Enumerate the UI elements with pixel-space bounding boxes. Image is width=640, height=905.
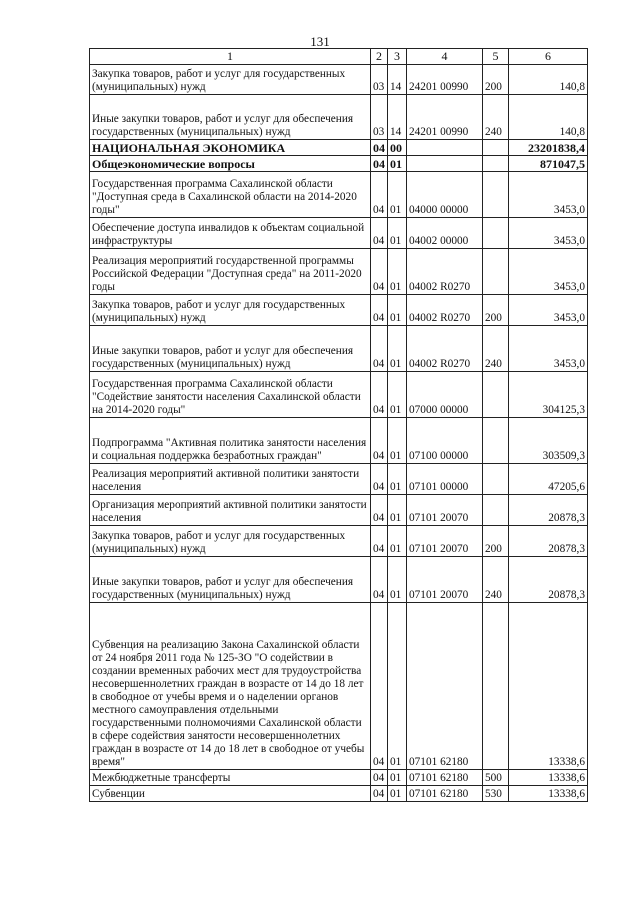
item-name-cell: Иные закупки товаров, работ и услуг для обеспечения государственных (муниципальных) нужд	[90, 95, 371, 140]
target-article-cell: 04002 R0270	[407, 249, 483, 295]
target-article-cell: 07100 00000	[407, 418, 483, 464]
item-name-cell: Государственная программа Сахалинской области "Содействие занятости населения Сахалинской области на 2014-2020 годы"	[90, 372, 371, 418]
table-row	[90, 557, 588, 603]
header-cell: 3	[388, 49, 407, 65]
target-article-cell	[407, 140, 483, 156]
section-code-cell: 04	[371, 786, 388, 802]
expense-type-cell: 200	[483, 295, 509, 326]
subsection-code-cell: 01	[388, 526, 407, 557]
subsection-code-cell: 00	[388, 140, 407, 156]
expense-type-cell	[483, 172, 509, 218]
table-row	[90, 372, 588, 418]
item-name-cell: Субвенция на реализацию Закона Сахалинской области от 24 ноября 2011 года № 125-ЗО "О содействии в создании временных рабочих мест для трудоустройства несовершеннолетних граждан в возрасте от 14 до 18 лет в свободное от учебы время и о наделении органов местного самоуправления отдельными государственными полномочиями Сахалинской области в сфере содействия занятости несовершеннолетних граждан в возрасте от 14 до 18 лет в свободное от учебы время"	[90, 603, 371, 770]
amount-cell: 3453,0	[509, 172, 588, 218]
header-cell: 4	[407, 49, 483, 65]
subsection-code-cell: 01	[388, 172, 407, 218]
subsection-code-cell: 01	[388, 156, 407, 172]
section-code-cell: 04	[371, 464, 388, 495]
subsection-code-cell: 01	[388, 418, 407, 464]
target-article-cell	[407, 156, 483, 172]
expense-type-cell	[483, 495, 509, 526]
amount-cell: 47205,6	[509, 464, 588, 495]
section-code-cell: 03	[371, 65, 388, 95]
section-code-cell: 04	[371, 156, 388, 172]
expense-type-cell: 200	[483, 526, 509, 557]
table-row	[90, 326, 588, 372]
target-article-cell: 07000 00000	[407, 372, 483, 418]
amount-cell: 304125,3	[509, 372, 588, 418]
table-row	[90, 418, 588, 464]
subsection-code-cell: 01	[388, 372, 407, 418]
table-row	[90, 249, 588, 295]
subsection-code-cell: 14	[388, 95, 407, 140]
target-article-cell: 07101 20070	[407, 495, 483, 526]
subsection-code-cell: 01	[388, 786, 407, 802]
item-name-cell: Обеспечение доступа инвалидов к объектам социальной инфраструктуры	[90, 218, 371, 249]
amount-cell: 13338,6	[509, 603, 588, 770]
table-row	[90, 603, 588, 770]
table-row	[90, 770, 588, 786]
table-row	[90, 65, 588, 95]
expense-type-cell: 530	[483, 786, 509, 802]
section-code-cell: 04	[371, 495, 388, 526]
item-name-cell: Государственная программа Сахалинской области "Доступная среда в Сахалинской области на 2014-2020 годы"	[90, 172, 371, 218]
amount-cell: 140,8	[509, 65, 588, 95]
target-article-cell: 07101 62180	[407, 786, 483, 802]
section-code-cell: 04	[371, 526, 388, 557]
section-code-cell: 04	[371, 603, 388, 770]
item-name-cell: Реализация мероприятий активной политики занятости населения	[90, 464, 371, 495]
expense-type-cell: 200	[483, 65, 509, 95]
target-article-cell: 24201 00990	[407, 95, 483, 140]
expense-type-cell: 240	[483, 326, 509, 372]
amount-cell: 13338,6	[509, 786, 588, 802]
target-article-cell: 04002 00000	[407, 218, 483, 249]
table-row	[90, 526, 588, 557]
table-row	[90, 786, 588, 802]
target-article-cell: 04002 R0270	[407, 295, 483, 326]
expense-type-cell: 240	[483, 95, 509, 140]
item-name-cell: Иные закупки товаров, работ и услуг для обеспечения государственных (муниципальных) нужд	[90, 557, 371, 603]
subsection-code-cell: 01	[388, 249, 407, 295]
section-code-cell: 04	[371, 140, 388, 156]
amount-cell: 3453,0	[509, 249, 588, 295]
subsection-code-cell: 01	[388, 770, 407, 786]
section-code-cell: 04	[371, 249, 388, 295]
expense-type-cell	[483, 218, 509, 249]
header-cell: 5	[483, 49, 509, 65]
subsection-code-cell: 01	[388, 495, 407, 526]
subsection-code-cell: 01	[388, 218, 407, 249]
amount-cell: 3453,0	[509, 295, 588, 326]
amount-cell: 20878,3	[509, 495, 588, 526]
section-code-cell: 04	[371, 418, 388, 464]
budget-table	[89, 48, 588, 802]
target-article-cell: 07101 20070	[407, 557, 483, 603]
target-article-cell: 04002 R0270	[407, 326, 483, 372]
subsection-code-cell: 01	[388, 464, 407, 495]
header-cell: 1	[90, 49, 371, 65]
target-article-cell: 07101 00000	[407, 464, 483, 495]
target-article-cell: 07101 62180	[407, 603, 483, 770]
amount-cell: 140,8	[509, 95, 588, 140]
target-article-cell: 07101 20070	[407, 526, 483, 557]
amount-cell: 3453,0	[509, 218, 588, 249]
item-name-cell: НАЦИОНАЛЬНАЯ ЭКОНОМИКА	[90, 140, 371, 156]
amount-cell: 303509,3	[509, 418, 588, 464]
expense-type-cell: 240	[483, 557, 509, 603]
expense-type-cell	[483, 140, 509, 156]
subsection-code-cell: 01	[388, 295, 407, 326]
subsection-code-cell: 01	[388, 603, 407, 770]
header-cell: 6	[509, 49, 588, 65]
subsection-code-cell: 01	[388, 326, 407, 372]
expense-type-cell	[483, 464, 509, 495]
page-number: 131	[310, 34, 330, 49]
expense-type-cell: 500	[483, 770, 509, 786]
amount-cell: 23201838,4	[509, 140, 588, 156]
section-code-cell: 04	[371, 372, 388, 418]
table-row	[90, 95, 588, 140]
item-name-cell: Закупка товаров, работ и услуг для государственных (муниципальных) нужд	[90, 526, 371, 557]
table-body	[90, 65, 588, 802]
item-name-cell: Общеэкономические вопросы	[90, 156, 371, 172]
item-name-cell: Реализация мероприятий государственной программы Российской Федерации "Доступная среда" на 2011-2020 годы	[90, 249, 371, 295]
item-name-cell: Закупка товаров, работ и услуг для государственных (муниципальных) нужд	[90, 295, 371, 326]
table-row	[90, 172, 588, 218]
target-article-cell: 07101 62180	[407, 770, 483, 786]
section-code-cell: 04	[371, 770, 388, 786]
section-code-cell: 04	[371, 172, 388, 218]
section-code-cell: 04	[371, 295, 388, 326]
target-article-cell: 24201 00990	[407, 65, 483, 95]
target-article-cell: 04000 00000	[407, 172, 483, 218]
amount-cell: 871047,5	[509, 156, 588, 172]
table-row	[90, 295, 588, 326]
table-row	[90, 156, 588, 172]
subsection-code-cell: 01	[388, 557, 407, 603]
expense-type-cell	[483, 372, 509, 418]
header-cell: 2	[371, 49, 388, 65]
item-name-cell: Организация мероприятий активной политики занятости населения	[90, 495, 371, 526]
subsection-code-cell: 14	[388, 65, 407, 95]
expense-type-cell	[483, 603, 509, 770]
header-row	[90, 49, 588, 65]
expense-type-cell	[483, 249, 509, 295]
amount-cell: 20878,3	[509, 526, 588, 557]
item-name-cell: Межбюджетные трансферты	[90, 770, 371, 786]
item-name-cell: Подпрограмма "Активная политика занятости населения и социальная поддержка безработных граждан"	[90, 418, 371, 464]
item-name-cell: Закупка товаров, работ и услуг для государственных (муниципальных) нужд	[90, 65, 371, 95]
section-code-cell: 04	[371, 326, 388, 372]
amount-cell: 3453,0	[509, 326, 588, 372]
section-code-cell: 03	[371, 95, 388, 140]
section-code-cell: 04	[371, 218, 388, 249]
amount-cell: 20878,3	[509, 557, 588, 603]
table-row	[90, 495, 588, 526]
section-code-cell: 04	[371, 557, 388, 603]
item-name-cell: Субвенции	[90, 786, 371, 802]
expense-type-cell	[483, 156, 509, 172]
item-name-cell: Иные закупки товаров, работ и услуг для обеспечения государственных (муниципальных) нужд	[90, 326, 371, 372]
table-row	[90, 464, 588, 495]
expense-type-cell	[483, 418, 509, 464]
table-row	[90, 140, 588, 156]
amount-cell: 13338,6	[509, 770, 588, 786]
table-row	[90, 218, 588, 249]
